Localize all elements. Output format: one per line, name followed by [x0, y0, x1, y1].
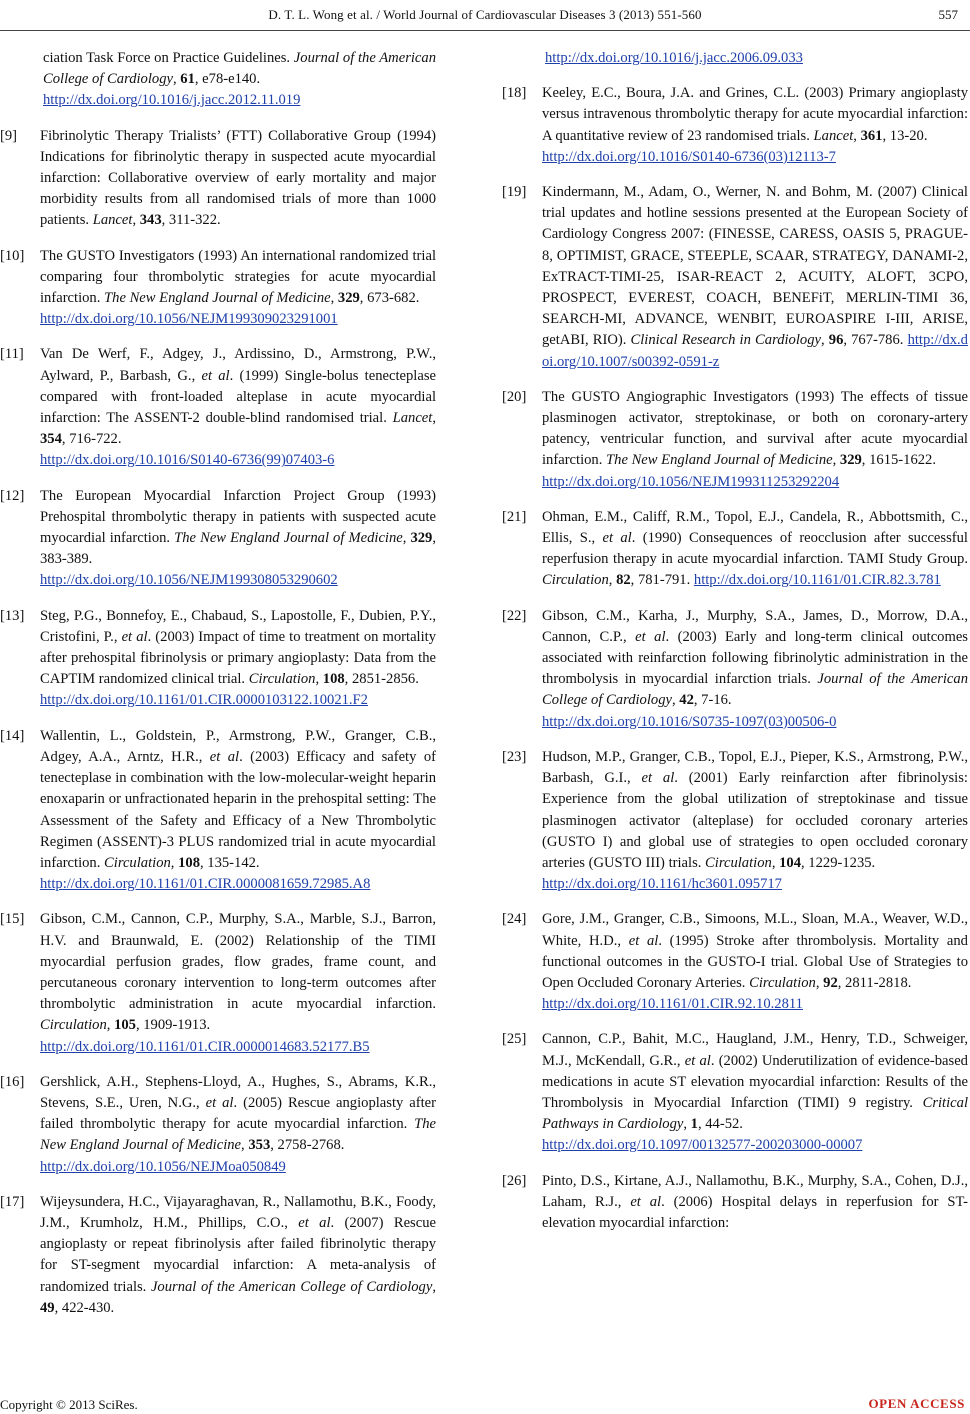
et-al: et al	[635, 628, 666, 645]
doi-link[interactable]: http://dx.doi.org/10.1097/00132577-200203000-00007	[542, 1137, 863, 1154]
volume-number: 105	[114, 1017, 136, 1034]
reference-text: Kindermann, M., Adam, O., Werner, N. and Bohm, M. (2007) Clinical trial updates and hotline sessions presented at the European Society of Cardiology Congress 2007: (FINESSE, CARESS, OASIS 5, PRAGUE-8, OPTIMIST, GRACE, STEEPLE, SCAAR, STRATEGY, DANAMI-2, ExTRACT-TIMI-25, ISAR-REACT 2, ACUITY, ALOFT, 3CPO, PROSPECT, EVEREST, COACH, BENEFiT, MERLIN-TIMI 36, SEARCH-MI, ADVANCE, WENBIT, EUROASPIRE I-III, ARISE, getABI, RIO).	[542, 184, 968, 349]
et-al: et al	[630, 1193, 662, 1210]
reference-entry	[0, 246, 436, 331]
doi-link[interactable]: http://dx.doi.org/10.1016/j.jacc.2012.11.019	[43, 92, 301, 109]
reference-number: [19]	[502, 184, 527, 201]
volume-number: 96	[828, 332, 844, 349]
et-al: et al	[121, 628, 148, 645]
doi-link[interactable]: http://dx.doi.org/10.1016/j.jacc.2006.09.033	[545, 50, 803, 66]
et-al: et al	[205, 1094, 234, 1111]
et-al: et al	[602, 530, 632, 547]
journal-name: Journal of the American College of Cardiology	[542, 671, 969, 709]
reference-text: Hudson, M.P., Granger, C.B., Topol, E.J., Pieper, K.S., Armstrong, P.W., Barbash, G.I.,	[542, 748, 968, 787]
journal-name: The New England Journal of Medicine	[40, 1116, 436, 1154]
reference-text: . (2005) Rescue angioplasty after failed thrombolytic therapy for acute myocardial infarction.	[40, 1094, 436, 1133]
reference-text: . (2006) Hospital delays in reperfusion for ST-elevation myocardial infarction:	[542, 1193, 968, 1231]
doi-link[interactable]: http://dx.doi.org/10.1161/01.CIR.0000014683.52177.B5	[40, 1038, 370, 1055]
volume-number: 1	[690, 1116, 698, 1133]
reference-number: [26]	[502, 1172, 527, 1189]
reference-entry	[502, 387, 968, 493]
reference-text: Wallentin, L., Goldstein, P., Armstrong, P.W., Granger, C.B., Adgey, A.A., Arntz, H.R.,	[40, 727, 436, 765]
reference-number: [14]	[0, 727, 25, 744]
reference-text: The European Myocardial Infarction Project Group (1993) Prehospital thrombolytic therapy in patients with suspected acute myocardial infarction.	[40, 487, 436, 547]
page-range: , 135-142.	[199, 854, 260, 871]
page-range: , 422-430.	[54, 1299, 115, 1316]
open-access-label: OPEN ACCESS	[868, 1396, 965, 1411]
journal-name: Lancet	[392, 410, 433, 427]
volume-number: 108	[178, 854, 200, 871]
reference-text: ciation Task Force on Practice Guidelines.	[43, 50, 294, 66]
reference-entry	[502, 1029, 968, 1156]
reference-text: Gibson, C.M., Karha, J., Murphy, S.A., James, D., Morrow, D.A., Cannon, C.P.,	[542, 607, 968, 645]
doi-link[interactable]: http://dx.doi.org/10.1016/S0140-6736(99)07403-6	[40, 452, 335, 469]
volume-number: 108	[322, 671, 345, 688]
reference-number: [20]	[502, 388, 527, 405]
volume-number: 361	[860, 127, 883, 144]
doi-link[interactable]: http://dx.doi.org/10.1056/NEJM199308053290602	[40, 572, 338, 589]
separator: ,	[241, 1137, 249, 1154]
et-al: et al	[684, 1052, 711, 1069]
reference-number: [25]	[502, 1031, 527, 1048]
page-range: , 2811-2818.	[837, 974, 912, 991]
page-number: 557	[938, 7, 958, 22]
separator: ,	[815, 974, 824, 991]
separator: ,	[608, 572, 617, 589]
reference-number: [23]	[502, 748, 527, 765]
left-column	[0, 48, 436, 1333]
volume-number: 353	[248, 1137, 271, 1154]
separator: ,	[172, 71, 181, 88]
journal-name: The New England Journal of Medicine	[606, 452, 833, 469]
reference-entry	[502, 83, 968, 168]
separator: ,	[683, 1116, 691, 1133]
reference-number: [16]	[0, 1073, 25, 1090]
journal-name: Circulation	[248, 671, 316, 688]
journal-name: Journal of the American College of Cardiology	[150, 1278, 433, 1295]
volume-number: 354	[40, 431, 62, 448]
journal-name: Circulation	[40, 1017, 107, 1034]
reference-text: . (2007) Rescue angioplasty or repeat fibrinolysis after failed fibrinolytic therapy for ST-segment myocardial infarction: A meta-analysis of randomized trials.	[40, 1214, 436, 1295]
reference-text: The GUSTO Angiographic Investigators (1993) The effects of tissue plasminogen activator, streptokinase, or both on coronary-artery patency, ventricular function, and survival after acute myocardial infarction.	[542, 388, 968, 469]
reference-text: The GUSTO Investigators (1993) An international randomized trial comparing four thrombolytic strategies for acute myocardial infarction.	[40, 247, 436, 307]
reference-text: . (2003) Impact of time to treatment on mortality after prehospital fibrinolysis or primary angioplasty: Data from the CAPTIM randomized clinical trial.	[40, 628, 437, 688]
doi-link[interactable]: http://dx.doi.org/10.1056/NEJMoa050849	[40, 1158, 286, 1175]
page-range: , 44-52.	[697, 1116, 743, 1133]
separator: ,	[315, 671, 323, 688]
et-al: et al	[209, 748, 240, 765]
reference-entry	[0, 909, 436, 1057]
journal-name: Circulation	[104, 854, 171, 871]
reference-text: Cannon, C.P., Bahit, M.C., Haugland, J.M., Henry, T.D., Schweiger, M.J., McKendall, G.R.,	[542, 1031, 968, 1069]
page-range: , 716-722.	[61, 431, 122, 448]
page-range: , 2758-2768.	[270, 1137, 345, 1154]
volume-number: 61	[180, 71, 195, 88]
page-range: , e78-e140.	[194, 71, 261, 88]
separator: ,	[330, 290, 338, 307]
reference-text: Pinto, D.S., Kirtane, A.J., Nallamothu, B.K., Murphy, S.A., Cohen, D.J., Laham, R.J.,	[542, 1172, 968, 1210]
page-range: , 673-682.	[359, 290, 420, 307]
separator: ,	[432, 410, 436, 427]
reference-text: Fibrinolytic Therapy Trialists’ (FTT) Collaborative Group (1994) Indications for fibrinolytic therapy in suspected acute myocardial infarction: Collaborative overview of early mortality and major morbidity results from all randomised trials of more than 1000 patients.	[40, 127, 436, 229]
reference-text: Gibson, C.M., Cannon, C.P., Murphy, S.A., Marble, S.J., Barron, H.V. and Braunwald, E. (2002) Relationship of the TIMI myocardial perfusion grades, flow grades, frame count, and percutaneous coronary intervention to long-term outcomes after thrombolytic administration in acute myocardial infarction.	[40, 911, 436, 1013]
reference-entry	[0, 344, 436, 471]
separator: ,	[671, 692, 680, 709]
journal-name: Critical Pathways in Cardiology	[542, 1094, 968, 1133]
journal-name: Clinical Research in Cardiology	[630, 332, 821, 349]
separator: ,	[832, 452, 840, 469]
volume-number: 104	[779, 854, 801, 871]
reference-entry	[0, 1072, 436, 1178]
reference-number: [10]	[0, 247, 25, 264]
reference-entry	[0, 486, 436, 592]
doi-link[interactable]: http://dx.doi.org/10.1056/NEJM199311253292204	[542, 473, 840, 490]
reference-text: Keeley, E.C., Boura, J.A. and Grines, C.L. (2003) Primary angioplasty versus intravenous thrombolytic therapy for acute myocardial infarction: A quantitative review of 23 randomised trials.	[542, 85, 968, 144]
journal-name: Journal of the American College of Cardiology	[43, 50, 436, 88]
volume-number: 329	[410, 530, 433, 547]
reference-text: . (2001) Early reinfarction after fibrinolysis: Experience from the global utilization of streptokinase and tissue plasminogen activator (alteplase) for occluded coronary arteries (GUSTO I) and global use of strategies to open occluded coronary arteries (GUSTO III) trials.	[542, 770, 968, 871]
page-range: , 311-322.	[161, 212, 221, 229]
reference-text: Gershlick, A.H., Stephens-Lloyd, A., Hughes, S., Abrams, K.R., Stevens, S.E., Uren, N.G.,	[40, 1073, 436, 1111]
journal-name: Circulation	[542, 572, 609, 589]
reference-entry	[0, 606, 436, 712]
page-range: , 767-786.	[843, 332, 908, 349]
separator: ,	[132, 212, 140, 229]
journal-name: The New England Journal of Medicine	[104, 290, 331, 307]
reference-entry	[502, 507, 968, 592]
reference-entry	[502, 747, 968, 895]
reference-entry	[502, 1171, 968, 1235]
separator: ,	[771, 854, 780, 871]
volume-number: 42	[679, 692, 694, 709]
reference-entry	[502, 182, 968, 373]
separator: ,	[853, 127, 861, 144]
reference-text: . (2003) Efficacy and safety of tenecteplase in combination with the low-molecular-weight heparin enoxaparin or unfractionated heparin in the prehospital setting: The Assessment of the Safety and Efficacy of a New Thrombolytic Regimen (ASSENT)-3 PLUS randomized trial in acute myocardial infarction.	[40, 748, 436, 871]
journal-name: Circulation	[749, 974, 816, 991]
doi-link[interactable]: http://dx.doi.org/10.1161/01.CIR.92.10.2811	[542, 996, 803, 1013]
journal-name: Circulation	[705, 854, 772, 871]
reference-text: . (1999) Single-bolus tenecteplase compared with front-loaded alteplase in acute myocardial infarction: The ASSENT-2 double-blind randomised trial.	[40, 367, 436, 427]
reference-number: [15]	[0, 911, 25, 928]
reference-entry	[502, 606, 968, 733]
page-range: , 2851-2856.	[344, 671, 419, 688]
reference-number: [9]	[0, 127, 18, 144]
et-al: et al	[641, 770, 675, 787]
reference-text: . (1995) Stroke after thrombolysis. Mortality and functional outcomes in the GUSTO-I trial. Global Use of Strategies to Open Occluded Coronary Arteries.	[542, 932, 968, 991]
reference-entry	[0, 726, 436, 896]
et-al: et al	[201, 367, 230, 384]
volume-number: 329	[839, 452, 862, 469]
reference-number: [18]	[502, 85, 527, 102]
page-range: , 7-16.	[693, 692, 732, 709]
page-range: , 1909-1913.	[135, 1017, 211, 1034]
page-header	[0, 0, 970, 31]
separator: ,	[820, 332, 829, 349]
page-range: , 781-791.	[630, 572, 694, 589]
reference-text: . (2002) Underutilization of evidence-based medications in acute ST elevation myocardial infarction: Results of the Thrombolysis in Myocardial Infarction (TIMI) 9 registry.	[542, 1052, 968, 1111]
reference-number: [11]	[0, 346, 24, 363]
volume-number: 329	[337, 290, 360, 307]
reference-text: Steg, P.G., Bonnefoy, E., Chabaud, S., Lapostolle, F., Dubien, P.Y., Cristofini, P.,	[40, 607, 436, 645]
reference-text: Ohman, E.M., Califf, R.M., Topol, E.J., Candela, R., Abbottsmith, C., Ellis, S.,	[542, 508, 968, 547]
page-range: , 383-389.	[40, 530, 436, 568]
doi-link[interactable]: http://dx.doi.org/10.1161/hc3601.095717	[542, 876, 782, 893]
reference-entry	[502, 48, 968, 69]
doi-link[interactable]: http://dx.doi.org/10.1161/01.CIR.0000081659.72985.A8	[40, 876, 371, 893]
reference-text: Wijeysundera, H.C., Vijayaraghavan, R., Nallamothu, B.K., Foody, J.M., Krumholz, H.M., Phillips, C.O.,	[40, 1193, 436, 1231]
reference-entry	[0, 126, 436, 232]
page-range: , 1615-1622.	[861, 452, 936, 469]
volume-number: 49	[40, 1299, 55, 1316]
doi-link[interactable]: http://dx.doi.org/10.1016/S0140-6736(03)12113-7	[542, 148, 836, 165]
separator: ,	[170, 854, 179, 871]
reference-text: Gore, J.M., Granger, C.B., Simoons, M.L., Sloan, M.A., Weaver, W.D., White, H.D.,	[542, 911, 968, 949]
separator: ,	[432, 1278, 436, 1295]
page-range: , 13-20.	[882, 127, 928, 144]
reference-text: . (2003) Early and long-term clinical outcomes associated with reinfarction following fibrinolytic administration in the thrombolysis in myocardial infarction trials.	[542, 628, 968, 688]
journal-name: Lancet	[813, 127, 854, 144]
doi-link[interactable]: http://dx.doi.org/10.1016/S0735-1097(03)00506-0	[542, 713, 837, 730]
reference-entry	[0, 48, 436, 112]
doi-link[interactable]: http://dx.doi.org/10.1161/01.CIR.0000103122.10021.F2	[40, 692, 368, 709]
reference-entry	[502, 909, 968, 1015]
et-al: et al	[628, 932, 659, 949]
doi-link[interactable]: http://dx.doi.org/10.1007/s00392-0591-z	[542, 332, 968, 370]
separator: ,	[106, 1017, 115, 1034]
journal-name: The New England Journal of Medicine	[174, 530, 403, 547]
et-al: et al	[298, 1214, 331, 1231]
reference-text: Van De Werf, F., Adgey, J., Ardissino, D., Armstrong, P.W., Aylward, P., Barbash, G.,	[40, 346, 436, 384]
running-head: D. T. L. Wong et al. / World Journal of Cardiovascular Diseases 3 (2013) 551-560	[268, 7, 702, 22]
reference-number: [22]	[502, 607, 527, 624]
separator: ,	[402, 530, 411, 547]
reference-entry	[0, 1192, 436, 1319]
reference-number: [13]	[0, 607, 25, 624]
reference-text: . (1990) Consequences of reocclusion after successful reperfusion therapy in acute myocardial infarction. TAMI Study Group.	[542, 530, 968, 568]
copyright-notice: Copyright © 2013 SciRes.	[0, 1397, 138, 1412]
volume-number: 92	[823, 974, 838, 991]
doi-link[interactable]: http://dx.doi.org/10.1056/NEJM199309023291001	[40, 311, 338, 328]
reference-number: [17]	[0, 1193, 25, 1210]
reference-number: [21]	[502, 508, 527, 525]
volume-number: 343	[139, 212, 162, 229]
journal-name: Lancet	[92, 212, 133, 229]
doi-link[interactable]: http://dx.doi.org/10.1161/01.CIR.82.3.781	[693, 572, 941, 589]
right-column	[502, 48, 968, 1248]
page-range: , 1229-1235.	[801, 854, 876, 871]
reference-number: [24]	[502, 911, 527, 928]
volume-number: 82	[616, 572, 631, 589]
reference-number: [12]	[0, 487, 25, 504]
